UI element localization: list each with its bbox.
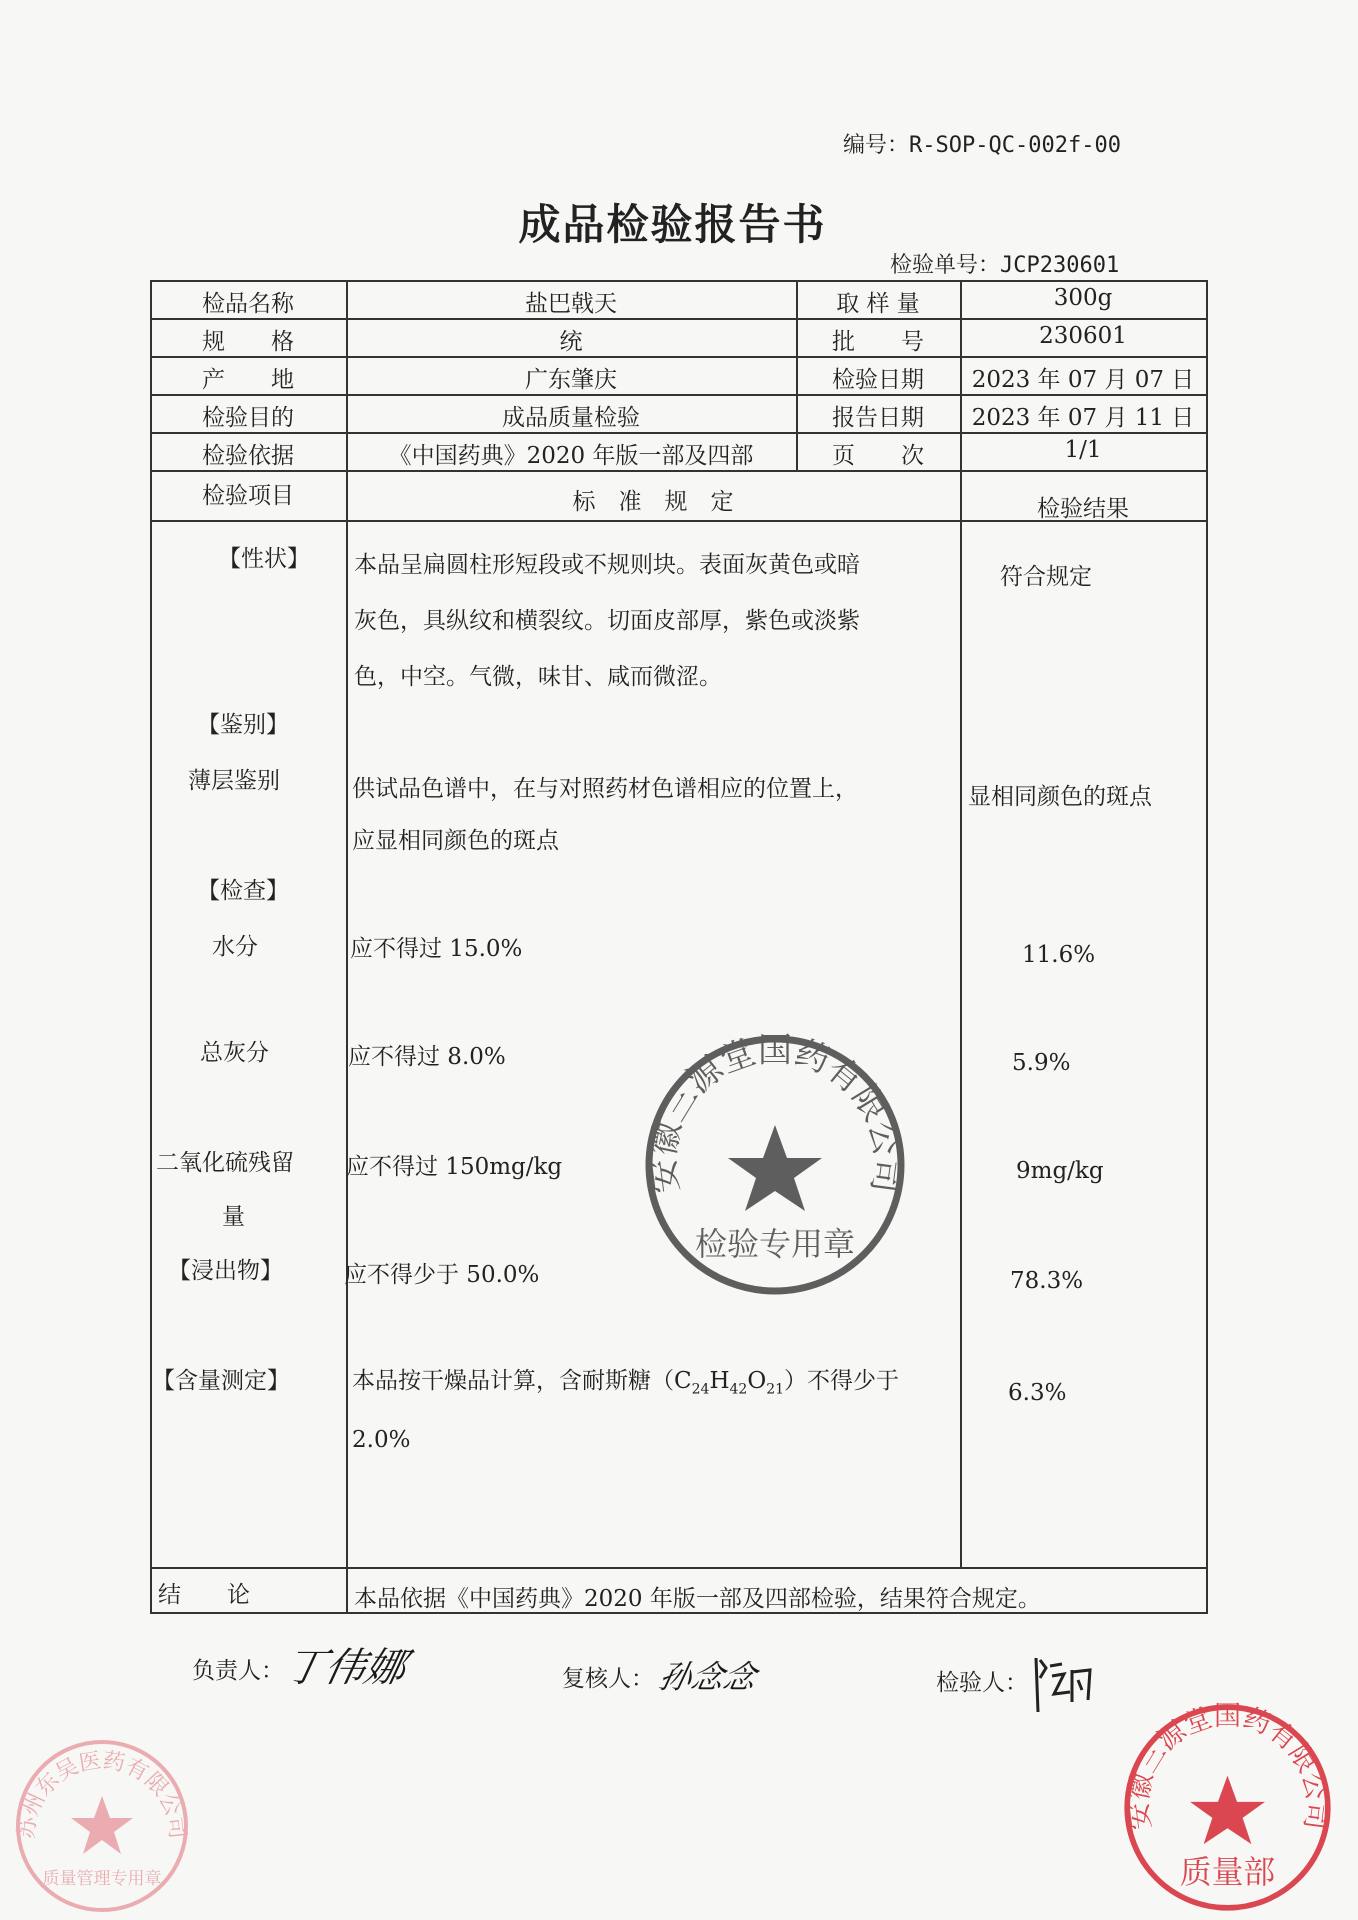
inspection-stamp-gray [640,1030,910,1300]
subscript: 24 [691,1381,710,1398]
subscript: 21 [766,1381,785,1398]
item-label-so2-cont: 量 [222,1204,245,1230]
document-number [843,128,1121,159]
header-standard: 标 准 规 定 [572,489,734,515]
result-moisture: 11.6% [1022,942,1096,968]
std-assay-text: 本品按干燥品计算，含耐斯糖（C [352,1368,692,1394]
info-label: 检验目的 [202,405,294,431]
std-assay [352,1356,948,1465]
subscript: 42 [729,1381,748,1398]
quality-dept-stamp-red [1120,1700,1335,1915]
inspector-label: 检验人： [936,1670,1028,1696]
std-appearance-1: 本品呈扁圆柱形短段或不规则块。表面灰黄色或暗 [354,552,860,578]
item-label-assay: 【含量测定】 [152,1368,290,1394]
std-extract: 应不得少于 50.0% [344,1262,540,1288]
result-assay: 6.3% [1008,1380,1067,1406]
item-label-appearance: 【性状】 [218,546,310,572]
std-total-ash: 应不得过 8.0% [348,1044,506,1070]
result-tlc: 显相同颜色的斑点 [968,784,1152,810]
info-value: 300g [1053,285,1113,311]
responsible-signature: 丁伟娜 [280,1645,411,1691]
info-label: 批 号 [832,329,924,355]
info-label: 产 地 [202,367,294,393]
conclusion-label: 结 论 [158,1582,250,1608]
page-title: 成品检验报告书 [518,200,827,249]
header-item: 检验项目 [202,483,294,509]
std-tlc-1: 供试品色谱中，在与对照药材色谱相应的位置上， [352,776,858,802]
reviewer-label: 复核人： [562,1666,654,1692]
info-value: 2023 年 07 月 11 日 [971,405,1195,431]
info-label: 报告日期 [832,405,924,431]
info-label: 页 次 [832,443,924,469]
info-value: 成品质量检验 [502,405,640,431]
info-label: 取 样 量 [836,291,920,317]
info-value: 2023 年 07 月 07 日 [971,367,1195,393]
std-tlc-2: 应显相同颜色的斑点 [352,828,559,854]
document-number-label: 编号： [843,133,910,158]
inspection-number-value: JCP230601 [1000,253,1120,278]
std-moisture: 应不得过 15.0% [350,936,523,962]
std-assay-2: 于 2.0% [352,1368,900,1453]
std-assay-text: ）不得少 [784,1368,877,1394]
inspection-number [890,248,1119,279]
result-appearance: 符合规定 [1000,564,1092,590]
std-appearance-3: 色，中空。气微，味甘、咸而微涩。 [354,664,722,690]
stamp-bottom-text: 质量管理专用章 [42,1869,162,1889]
info-label: 检验日期 [832,367,924,393]
document-number-value: R-SOP-QC-002f-00 [909,133,1121,158]
item-label-identification: 【鉴别】 [197,712,289,738]
result-so2: 9mg/kg [1016,1158,1104,1184]
responsible-label: 负责人： [192,1658,284,1684]
std-so2: 应不得过 150mg/kg [346,1154,563,1180]
info-value: 盐巴戟天 [525,291,617,317]
result-total-ash: 5.9% [1012,1050,1071,1076]
item-label-so2: 二氧化硫残留 [156,1150,294,1176]
stamp-ring-text: 安徽三源堂国药有限公司 [642,1030,908,1196]
stamp-ring-text: 安徽三源堂国药有限公司 [1122,1701,1333,1832]
std-assay-text: H [709,1368,730,1394]
stamp-ring-text: 苏州东吴医药有限公司 [14,1748,190,1841]
info-label: 规 格 [202,329,294,355]
info-value: 《中国药典》2020 年版一部及四部 [388,443,754,469]
std-assay-text: O [747,1368,767,1394]
header-result: 检验结果 [1037,496,1129,522]
info-value: 1/1 [1064,437,1102,463]
reviewer-signature: 孙念念 [655,1658,760,1696]
result-extract: 78.3% [1010,1268,1084,1294]
std-appearance-2: 灰色，具纵纹和横裂纹。切面皮部厚，紫色或淡紫 [354,608,860,634]
info-label: 检验依据 [202,443,294,469]
inspector-signature [1030,1650,1100,1720]
conclusion-text: 本品依据《中国药典》2020 年版一部及四部检验，结果符合规定。 [354,1586,1041,1612]
item-label-moisture: 水分 [212,934,258,960]
info-label: 检品名称 [202,291,294,317]
info-value: 230601 [1039,323,1127,349]
supplier-stamp-faded [12,1736,192,1916]
info-value: 统 [559,329,583,355]
item-label-total-ash: 总灰分 [200,1040,269,1066]
item-label-extract: 【浸出物】 [168,1258,283,1284]
info-value: 广东肇庆 [525,367,617,393]
item-label-tlc: 薄层鉴别 [188,768,280,794]
inspection-number-label: 检验单号： [890,253,1001,278]
stamp-bottom-text: 质量部 [1179,1853,1276,1892]
item-label-inspection: 【检查】 [197,878,289,904]
stamp-bottom-text: 检验专用章 [694,1225,856,1263]
